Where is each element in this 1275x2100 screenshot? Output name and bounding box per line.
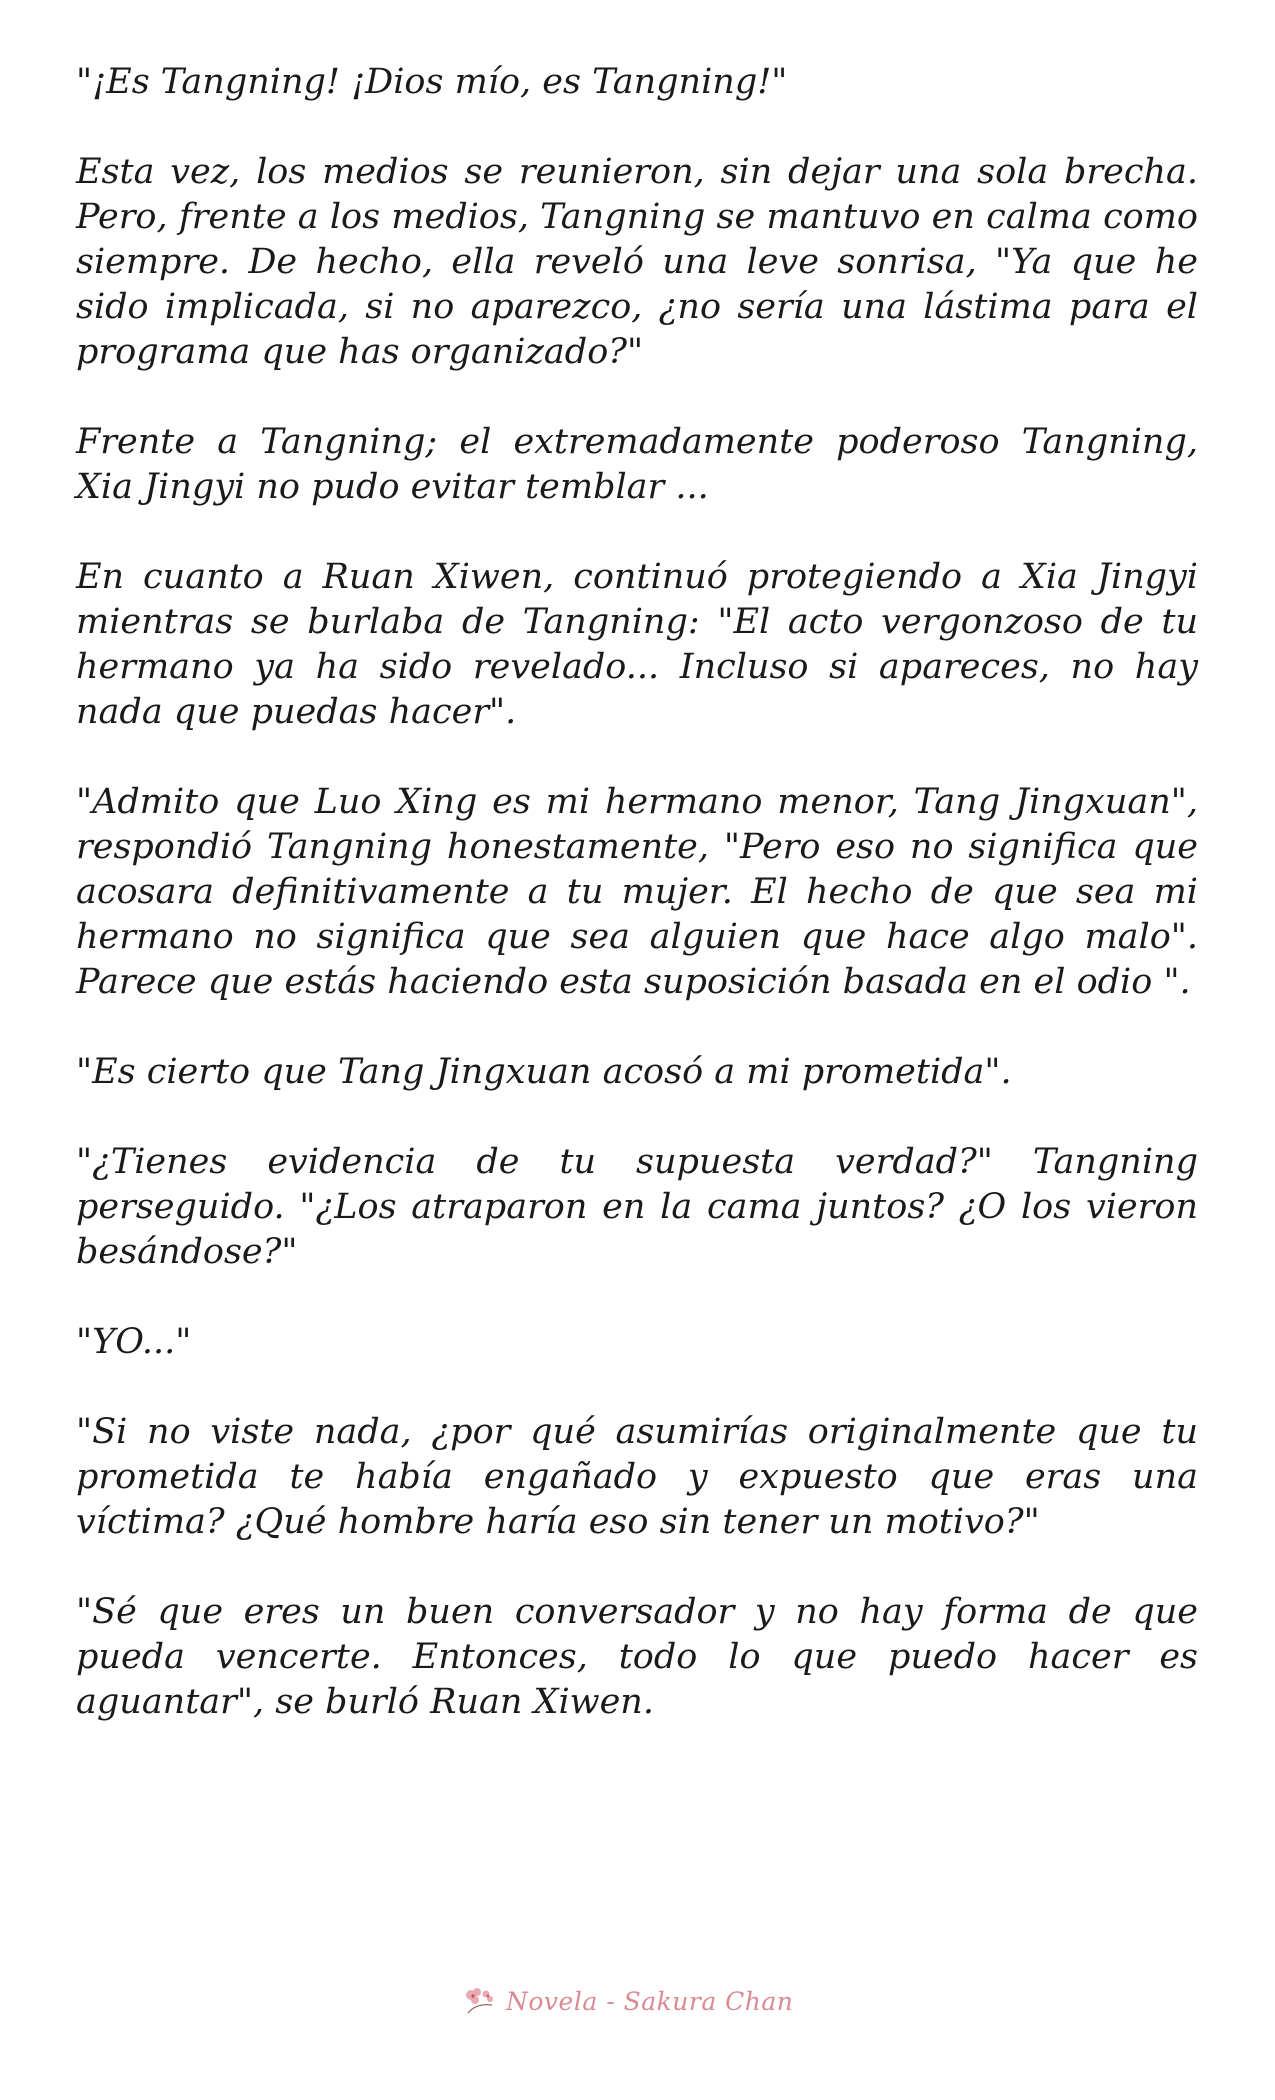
paragraph-6: "Es cierto que Tang Jingxuan acosó a mi prometida". xyxy=(76,1052,1012,1092)
paragraph-8: "YO..." xyxy=(76,1322,192,1362)
paragraph-9: "Si no viste nada, ¿por qué asumirías originalmente que tu prometida te había engañado y expuesto que eras una víctima? ¿Qué hombre haría eso sin tener un motivo?" xyxy=(76,1412,1198,1542)
paragraph-1: "¡Es Tangning! ¡Dios mío, es Tangning!" xyxy=(76,62,788,102)
paragraph-3: Frente a Tangning; el extremadamente poderoso Tangning, Xia Jingyi no pudo evitar temblar ... xyxy=(76,422,1198,507)
paragraph-7: "¿Tienes evidencia de tu supuesta verdad?" Tangning perseguido. "¿Los atraparon en la cama juntos? ¿O los vieron besándose?" xyxy=(76,1142,1198,1272)
watermark xyxy=(462,1985,793,2017)
sakura-flower-icon xyxy=(462,1985,498,2017)
paragraph-10: "Sé que eres un buen conversador y no hay forma de que pueda vencerte. Entonces, todo lo que puedo hacer es aguantar", se burló Ruan Xiwen. xyxy=(76,1592,1198,1722)
chapter-text xyxy=(76,60,1198,1770)
paragraph-5: "Admito que Luo Xing es mi hermano menor, Tang Jingxuan", respondió Tangning honestamente, "Pero eso no significa que acosara definitivamente a tu mujer. El hecho de que sea mi hermano no significa que sea alguien que hace algo malo". Parece que estás haciendo esta suposición basada en el odio ". xyxy=(76,782,1198,1002)
paragraph-2: Esta vez, los medios se reunieron, sin dejar una sola brecha. Pero, frente a los medios, Tangning se mantuvo en calma como siempre. De hecho, ella reveló una leve sonrisa, "Ya que he sido implicada, si no aparezco, ¿no sería una lástima para el programa que has organizado?" xyxy=(76,152,1198,372)
watermark-label: Novela - Sakura Chan xyxy=(506,1986,794,2016)
paragraph-4: En cuanto a Ruan Xiwen, continuó protegiendo a Xia Jingyi mientras se burlaba de Tangning: "El acto vergonzoso de tu hermano ya ha sido revelado... Incluso si apareces, no hay nada que puedas hacer". xyxy=(76,557,1198,732)
